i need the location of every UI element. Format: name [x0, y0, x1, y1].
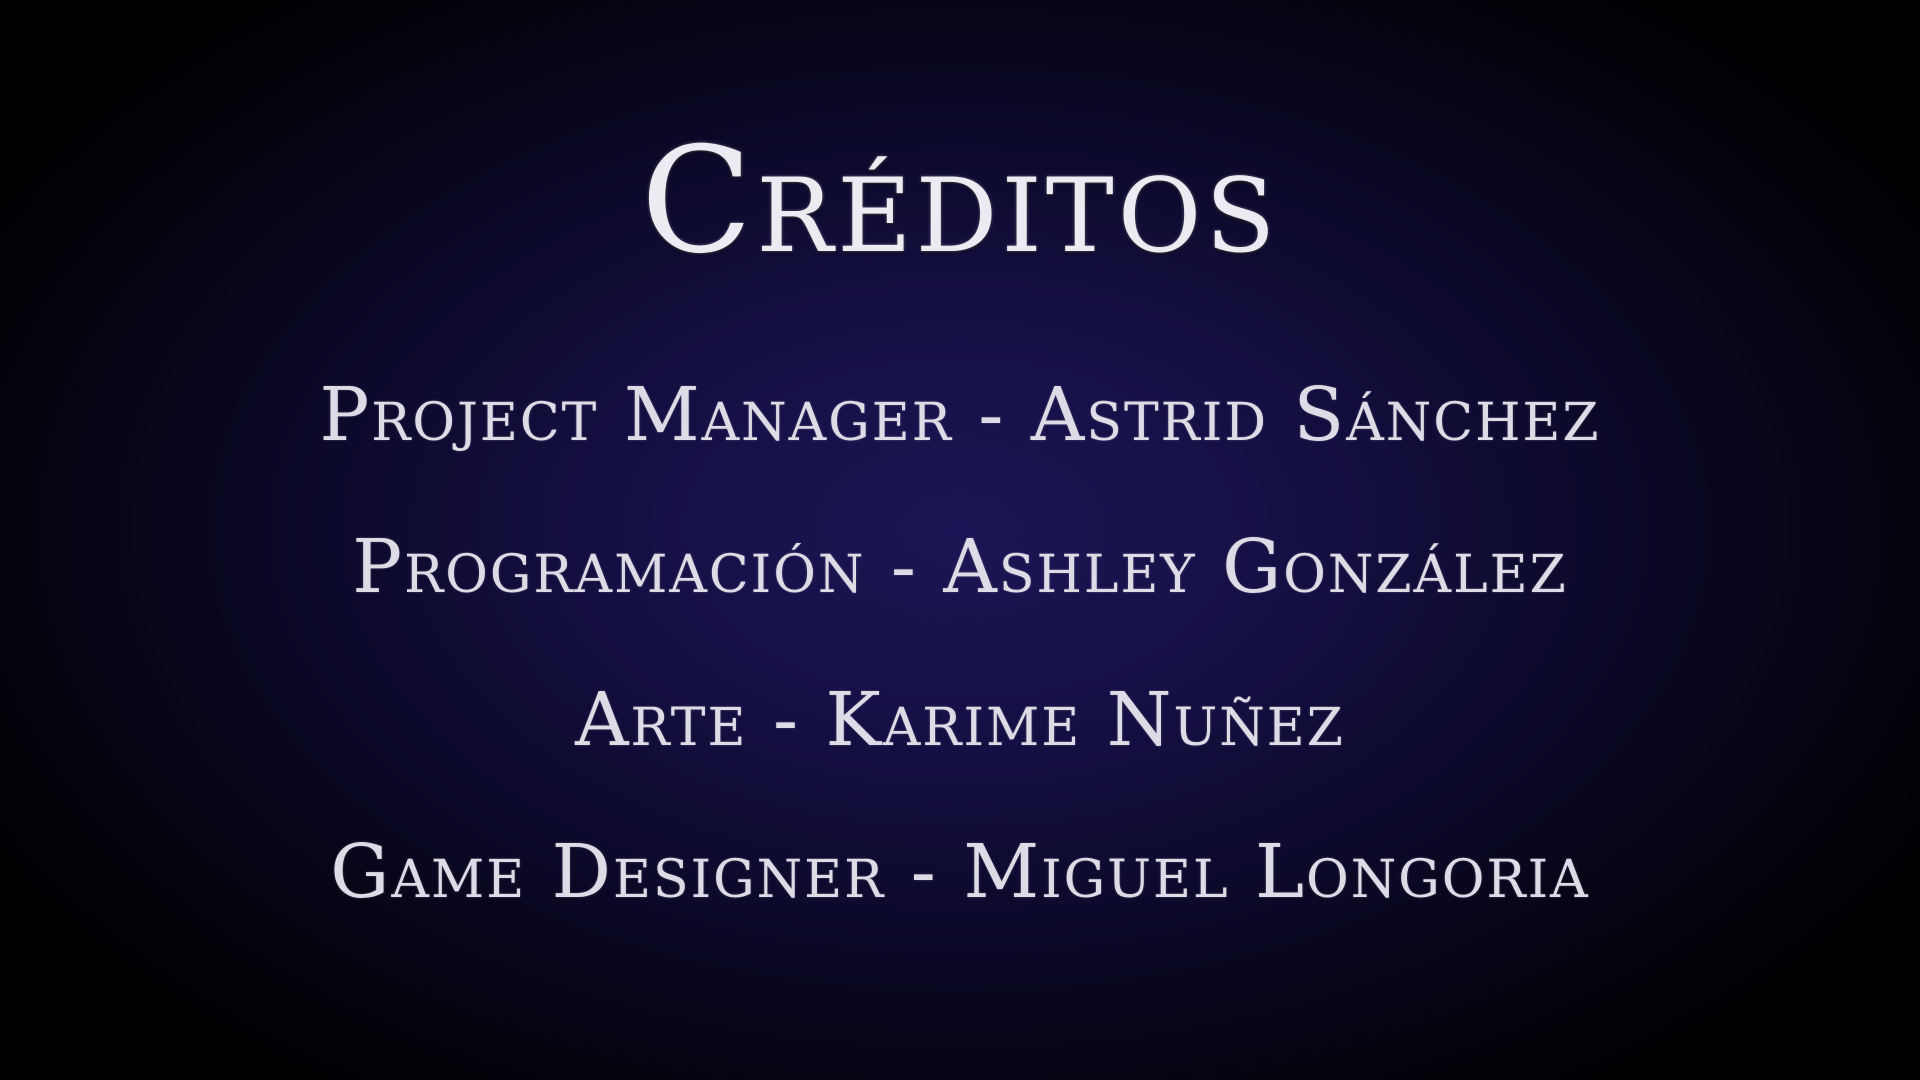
credit-art: Arte - Karime Nuñez — [575, 677, 1345, 763]
credit-programming: Programación - Ashley González — [352, 524, 1568, 610]
credit-project-manager: Project Manager - Astrid Sánchez — [319, 372, 1601, 458]
credit-game-designer: Game Designer - Miguel Longoria — [330, 829, 1590, 915]
credits-title: Créditos — [640, 116, 1280, 286]
